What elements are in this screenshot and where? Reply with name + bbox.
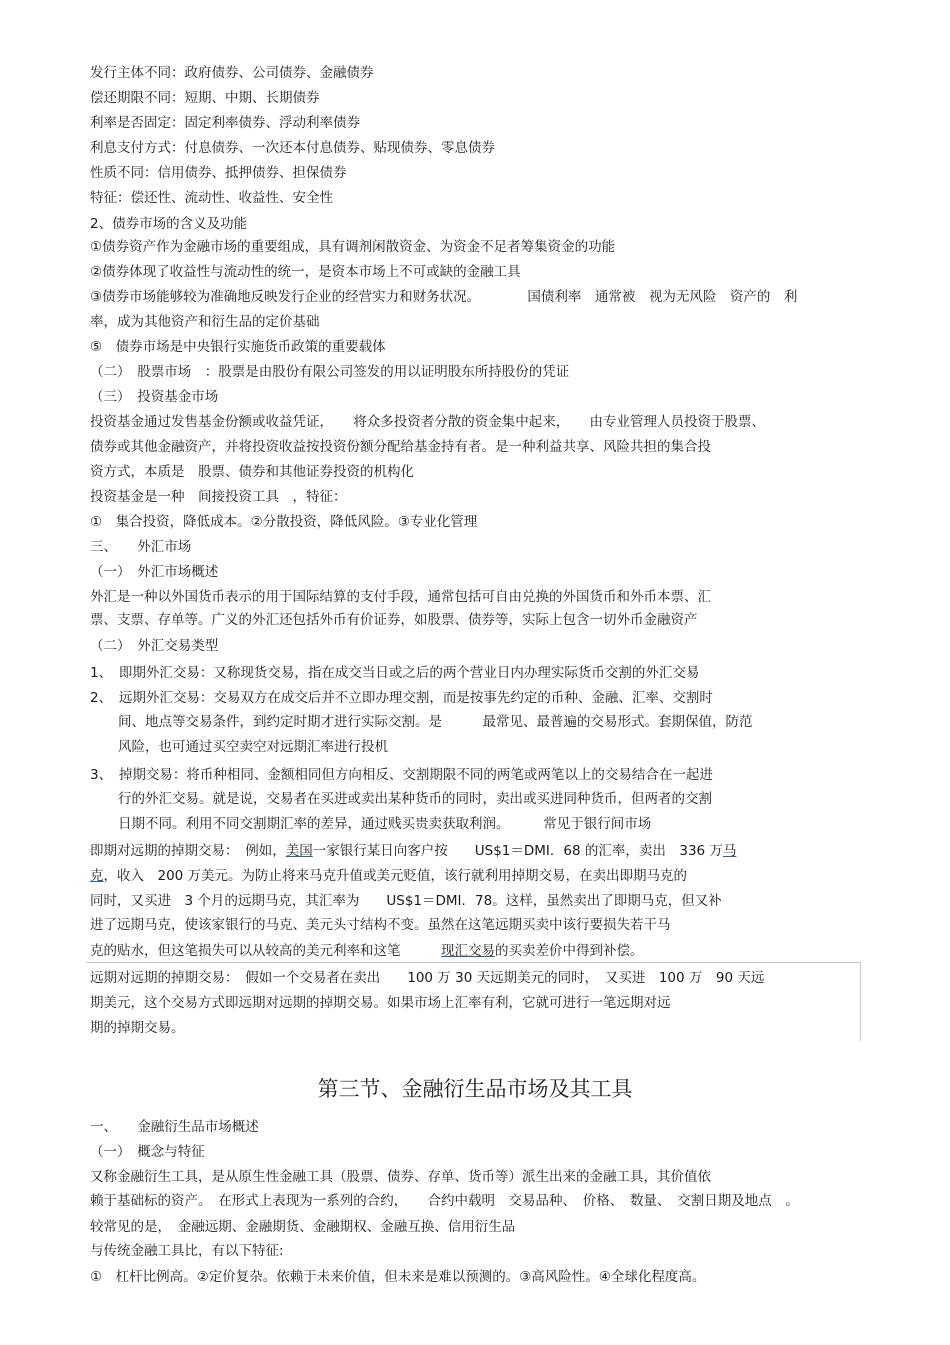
text-line: 偿还期限不同：短期、中期、长期债券 xyxy=(90,90,320,106)
box-line: 期美元，这个交易方式即远期对远期的掉期交易。如果市场上汇率有利，它就可进行一笔远期对远 xyxy=(90,995,671,1011)
list-item: 2、 远期外汇交易：交易双方在成交后并不立即办理交割，而是按事先约定的币种、金融、汇率、交割时 xyxy=(90,690,713,706)
text-line: 发行主体不同：政府债券、公司债券、金融债券 xyxy=(90,65,374,81)
text-line: 外汇是一种以外国货币表示的用于国际结算的支付手段，通常包括可自由兑换的外国货币和外币本票、汇 xyxy=(90,589,711,605)
list-item: 1、 即期外汇交易：又称现货交易，指在成交当日或之后的两个营业日内办理实际货币交割的外汇交易 xyxy=(90,665,700,681)
text-line: ① 杠杆比例高。②定价复杂。依赖于未来价值，但未来是难以预测的。③高风险性。④全球化程度高。 xyxy=(90,1269,706,1285)
link-usa[interactable]: 美国 xyxy=(285,843,313,859)
text-line: 又称金融衍生工具，是从原生性金融工具（股票、债券、存单、货币等）派生出来的金融工具，其价值依 xyxy=(90,1169,711,1185)
text-line: 利率是否固定：固定利率债券、浮动利率债券 xyxy=(90,115,360,131)
example-line xyxy=(90,842,736,861)
subheading: （一） 概念与特征 xyxy=(90,1144,205,1160)
link-mark-continued[interactable]: 克 xyxy=(90,868,104,884)
list-item-continued: 行的外汇交易。就是说，交易者在买进或卖出某种货币的同时，卖出或买进同种货币，但两者的交割 xyxy=(118,791,712,807)
list-item-continued: 风险，也可通过买空卖空对远期汇率进行投机 xyxy=(118,739,388,755)
text-line: 投资基金是一种 间接投资工具 ，特征： xyxy=(90,489,347,505)
text-line: 性质不同：信用债券、抵押债券、担保债券 xyxy=(90,165,347,181)
subheading: 三、 外汇市场 xyxy=(90,539,192,555)
example-text: 一家银行某日向客户按 US$1＝DMI．68 的汇率，卖出 336 万 xyxy=(312,843,723,859)
text-line: 赖于基础标的资产。 在形式上表现为一系列的合约， 合约中载明 交易品种、 价格、 数量、 交割日期及地点 。 xyxy=(90,1193,799,1209)
text-line: ③债券市场能够较为准确地反映发行企业的经营实力和财务状况。 国债利率 通常被 视为无风险 资产的 利 xyxy=(90,289,798,305)
example-line: 同时，又买进 3 个月的远期马克，其汇率为 US$1＝DMI．78。这样，虽然卖出了即期马克，但又补 xyxy=(90,893,722,909)
text-line: ① 集合投资，降低成本。②分散投资，降低风险。③专业化管理 xyxy=(90,514,478,530)
subheading: 2、债券市场的含义及功能 xyxy=(90,216,248,232)
text-line: 率，成为其他资产和衍生品的定价基础 xyxy=(90,314,320,330)
subheading: 一、 金融衍生品市场概述 xyxy=(90,1119,259,1135)
list-item-continued: 间、地点等交易条件，到约定时期才进行实际交割。是 最常见、最普遍的交易形式。套期保值，防范 xyxy=(118,714,753,730)
box-line: 期的掉期交易。 xyxy=(90,1020,185,1036)
text-line: ⑤ 债券市场是中央银行实施货币政策的重要载体 xyxy=(90,339,386,355)
example-text: 即期对远期的掉期交易： 例如， xyxy=(90,843,286,859)
text-line: ②债券体现了收益性与流动性的统一，是资本市场上不可或缺的金融工具 xyxy=(90,264,521,280)
text-line: ①债券资产作为金融市场的重要组成，具有调剂闲散资金、为资金不足者筹集资金的功能 xyxy=(90,239,616,255)
text-line: 较常见的是， 金融远期、金融期货、金融期权、金融互换、信用衍生品 xyxy=(90,1219,516,1235)
text-line: 特征：偿还性、流动性、收益性、安全性 xyxy=(90,190,333,206)
example-text: 克的贴水，但这笔损失可以从较高的美元利率和这笔 xyxy=(90,943,441,959)
subheading: （二） 外汇交易类型 xyxy=(90,638,219,654)
subheading: （一） 外汇市场概述 xyxy=(90,564,219,580)
text-line: 资方式，本质是 股票、债券和其他证券投资的机构化 xyxy=(90,464,414,480)
example-line: 进了远期马克，使该家银行的马克、美元头寸结构不变。虽然在这笔远期买卖中该行要损失若干马 xyxy=(90,917,671,933)
box-line: 远期对远期的掉期交易： 假如一个交易者在卖出 100 万 30 天远期美元的同时， 又买进 100 万 90 天远 xyxy=(90,970,765,986)
list-item: 3、 掉期交易：将币种相同、金额相同但方向相反、交割期限不同的两笔或两笔以上的交易结合在一起进 xyxy=(90,767,713,783)
example-text: 的买卖差价中得到补偿。 xyxy=(495,943,644,959)
example-line xyxy=(90,867,687,886)
link-mark[interactable]: 马 xyxy=(722,843,737,859)
text-line: 与传统金融工具比，有以下特征: xyxy=(90,1243,284,1259)
subheading: （三） 投资基金市场 xyxy=(90,389,219,405)
text-line: 投资基金通过发售基金份额或收益凭证， 将众多投资者分散的资金集中起来， 由专业管理人员投资于股票、 xyxy=(90,414,765,430)
example-text: ，收入 200 万美元。为防止将来马克升值或美元贬值，该行就利用掉期交易，在卖出即期马克的 xyxy=(103,868,688,884)
subheading: （二） 股票市场 ：股票是由股份有限公司签发的用以证明股东所持股份的凭证 xyxy=(90,364,570,380)
text-line: 利息支付方式：付息债券、一次还本付息债券、贴现债券、零息债券 xyxy=(90,140,495,156)
link-spot-transaction[interactable]: 现汇交易 xyxy=(441,943,495,959)
text-line: 债券或其他金融资产，并将投资收益按投资份额分配给基金持有者。是一种利益共享、风险共担的集合投 xyxy=(90,439,711,455)
list-item-continued: 日期不同。利用不同交割期汇率的差异，通过贱买贵卖获取利润。 常见于银行间市场 xyxy=(118,816,652,832)
section-title: 第三节、金融衍生品市场及其工具 xyxy=(317,1077,633,1101)
text-line: 票、支票、存单等。广义的外汇还包括外币有价证券，如股票、债券等，实际上包含一切外币金融资产 xyxy=(90,612,698,628)
example-line xyxy=(90,942,644,961)
